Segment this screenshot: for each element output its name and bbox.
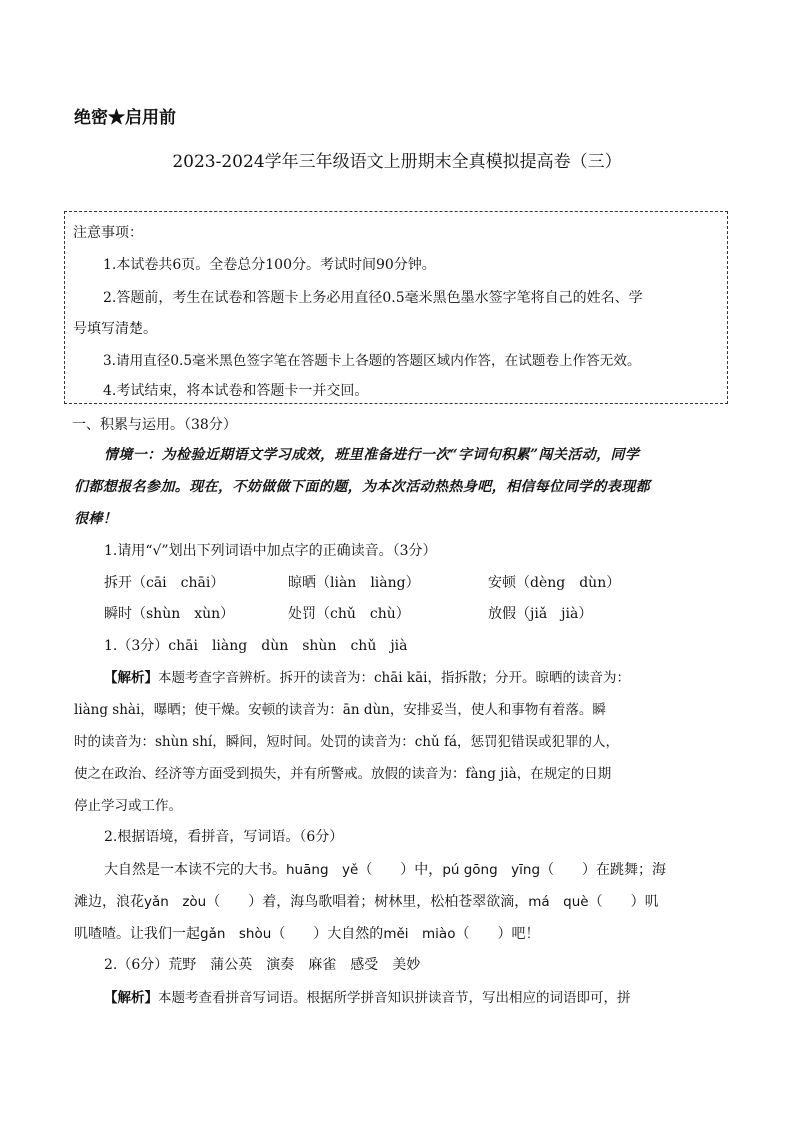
exam-title: 2023-2024学年三年级语文上册期末全真模拟提高卷（三）	[172, 152, 622, 172]
context-line-2: 们都想报名参加。现在，不妨做做下面的题，为本次活动热热身吧，相信每位同学的表现都	[74, 479, 650, 495]
q1-analysis-line-4: 使之在政治、经济等方面受到损失，并有所警戒。放假的读音为：fàng jià，在规定的日期	[74, 766, 612, 782]
q1-analysis-line-1: 【解析】本题考查字音辨析。拆开的读音为：chāi kāi，指拆散；分开。晾晒的读音为：	[104, 670, 630, 686]
section-1-title: 一、积累与运用。（38分）	[72, 417, 237, 433]
context-line-1: 情境一：为检验近期语文学习成效，班里准备进行一次“字词句积累”闯关活动，同学	[104, 447, 640, 463]
q2-line-3: 叽喳喳。让我们一起gǎn shòu（ ）大自然的měi miào（ ）吧！	[74, 926, 540, 942]
q1-answer: 1.（3分）chāi liàng dùn shùn chǔ jià	[104, 638, 408, 654]
q2-answer: 2.（6分）荒野 蒲公英 演奏 麻雀 感受 美妙	[104, 957, 421, 973]
notice-item-4: 4.考试结束，将本试卷和答题卡一并交回。	[103, 383, 369, 399]
q1-prompt: 1.请用“√”划出下列词语中加点字的正确读音。（3分）	[104, 543, 437, 559]
q1-word-4: 瞬时（shùn xùn）	[104, 606, 235, 622]
q1-word-5: 处罚（chǔ chù）	[288, 606, 410, 622]
notice-item-1: 1.本试卷共6页。全卷总分100分。考试时间90分钟。	[103, 257, 436, 273]
q1-analysis-line-5: 停止学习或工作。	[74, 798, 182, 814]
analysis-tag: 【解析】	[104, 990, 158, 1006]
q1-analysis-line-3: 时的读音为：shùn shí，瞬间，短时间。处罚的读音为：chǔ fá，惩罚犯错误或犯罪的人，	[74, 734, 620, 750]
notice-item-2: 2.答题前，考生在试卷和答题卡上务必用直径0.5毫米黑色墨水签字笔将自己的姓名、学	[103, 290, 643, 306]
q2-analysis-line-1: 【解析】本题考查看拼音写词语。根据所学拼音知识拼读音节，写出相应的词语即可，拼	[104, 990, 631, 1006]
notice-item-3: 3.请用直径0.5毫米黑色签字笔在答题卡上各题的答题区域内作答，在试题卷上作答无效。	[103, 353, 641, 369]
q1-word-2: 晾晒（liàn liàng）	[288, 575, 420, 591]
context-line-3: 很棒！	[74, 511, 118, 527]
analysis-tag: 【解析】	[104, 670, 158, 686]
notice-heading: 注意事项：	[73, 225, 143, 241]
q1-word-6: 放假（jiǎ jià）	[488, 606, 593, 622]
q2-line-1: 大自然是一本读不完的大书。huāng yě（ ）中，pú gōng yīng（ ）在跳舞；海	[104, 862, 667, 878]
notice-box	[64, 211, 728, 404]
q1-word-1: 拆开（cāi chāi）	[104, 575, 225, 591]
q2-line-2: 滩边，浪花yǎn zòu（ ）着，海鸟歌唱着；树林里，松柏苍翠欲滴，má què（ ）叽	[74, 894, 659, 910]
confidential-label: 绝密★启用前	[74, 108, 176, 128]
q2-prompt: 2.根据语境，看拼音，写词语。（6分）	[104, 829, 344, 845]
q1-word-3: 安顿（dèng dùn）	[488, 575, 621, 591]
q1-analysis-line-2: liàng shài，曝晒；使干燥。安顿的读音为：ān dùn，安排妥当，使人和事物有着落。瞬	[74, 702, 606, 718]
notice-item-2-cont: 号填写清楚。	[73, 321, 157, 337]
